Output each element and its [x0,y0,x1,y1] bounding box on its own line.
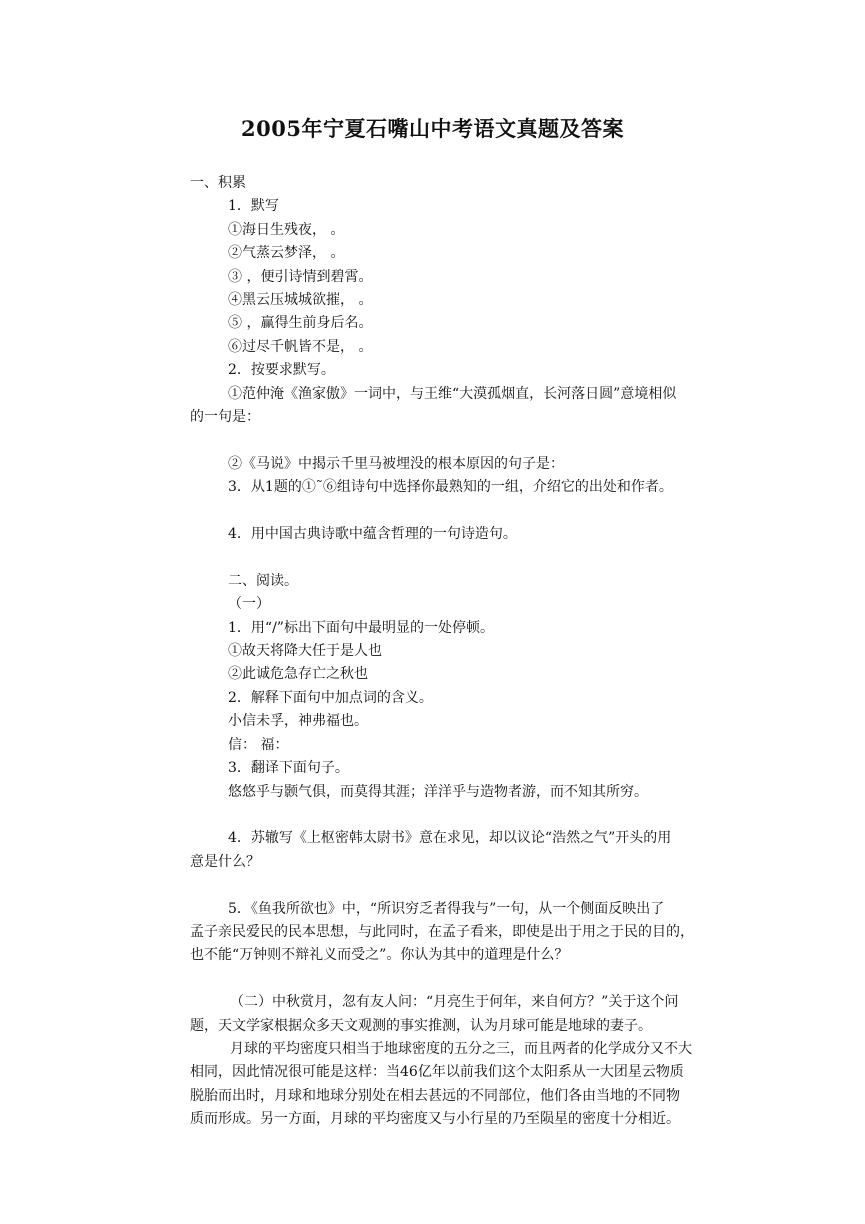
question-2-1-line-1: ①范仲淹《渔家傲》一词中，与王维“大漠孤烟直，长河落日圆”意境相似 [228,385,677,402]
reading-question-2-sentence: 小信未孚，神弗福也。 [228,713,368,730]
question-4: 4．用中国古典诗歌中蕴含哲理的一句诗造句。 [228,526,517,543]
question-2-2: ②《马说》中揭示千里马被埋没的根本原因的句子是： [228,455,564,472]
poem-line-6: ⑥过尽千帆皆不是， 。 [228,338,373,355]
reading-part-2-line-1: （二）中秋赏月，忽有友人问：“月亮生于何年，来自何方？”关于这个问 [230,994,679,1011]
reading-question-5-line-2: 孟子亲民爱民的民本思想，与此同时，在孟子看来，即使是出于用之于民的目的， [190,923,694,940]
passage-paragraph-line-3: 脱胎而出时，月球和地球分别处在相去甚远的不同部位，他们各由当地的不同物 [190,1087,680,1104]
reading-question-1-sentence-1: ①故天将降大任于是人也 [228,643,382,660]
poem-line-1: ①海日生残夜， 。 [228,221,345,238]
reading-question-2-blanks: 信： 福： [228,736,289,753]
question-2-1-line-2: 的一句是： [190,409,260,426]
reading-question-5-line-3: 也不能“万钟则不辩礼义而受之”。你认为其中的道理是什么？ [190,947,569,964]
reading-question-4-line-2: 意是什么？ [190,853,260,870]
section-heading-reading: 二、阅读。 [228,572,298,589]
passage-paragraph-line-2: 相同，因此情况很可能是这样：当46亿年以前我们这个太阳系从一大团星云物质 [190,1064,684,1081]
question-3: 3．从1题的①˜⑥组诗句中选择你最熟知的一组，介绍它的出处和作者。 [228,479,673,496]
poem-line-4: ④黑云压城城欲摧， 。 [228,292,373,309]
answer-space [190,804,750,827]
reading-question-1-sentence-2: ②此诚危急存亡之秋也 [228,666,368,683]
poem-line-2: ②气蒸云梦泽， 。 [228,245,345,262]
question-2-heading: 2．按要求默写。 [228,362,335,379]
document-body [190,172,750,1132]
reading-part-2-line-2: 题，天文学家根据众多天文观测的事实推测，认为月球可能是地球的妻子。 [190,1017,652,1034]
reading-question-1: 1．用“/”标出下面句中最明显的一处停顿。 [228,619,494,636]
document-title: 2005年宁夏石嘴山中考语文真题及答案 [241,116,624,141]
reading-question-3-sentence: 悠悠乎与颢气俱，而莫得其涯；洋洋乎与造物者游，而不知其所穷。 [228,783,648,800]
passage-paragraph-line-4: 质而形成。另一方面，月球的平均密度又与小行星的乃至陨星的密度十分相近。 [190,1111,680,1128]
answer-space [190,874,750,897]
reading-question-2: 2．解释下面句中加点词的含义。 [228,689,433,706]
poem-line-3: ③ ，便引诗情到碧霄。 [228,268,373,285]
section-heading-accumulation: 一、积累 [190,175,246,191]
poem-line-5: ⑤ ，赢得生前身后名。 [228,315,373,332]
answer-space [190,500,750,523]
answer-space [190,429,750,452]
question-1-heading: 1．默写 [228,198,279,215]
reading-question-5-line-1: 5．《鱼我所欲也》中，“所识穷乏者得我与”一句，从一个侧面反映出了 [228,900,665,917]
reading-question-3: 3．翻译下面句子。 [228,760,349,777]
answer-space [190,968,750,991]
reading-part-1-heading: （一） [228,596,270,613]
answer-space [190,546,750,569]
passage-paragraph-line-1: 月球的平均密度只相当于地球密度的五分之三，而且两者的化学成分又不大 [230,1040,692,1057]
reading-question-4-line-1: 4．苏辙写《上枢密韩太尉书》意在求见，却以议论“浩然之气”开头的用 [228,830,672,847]
